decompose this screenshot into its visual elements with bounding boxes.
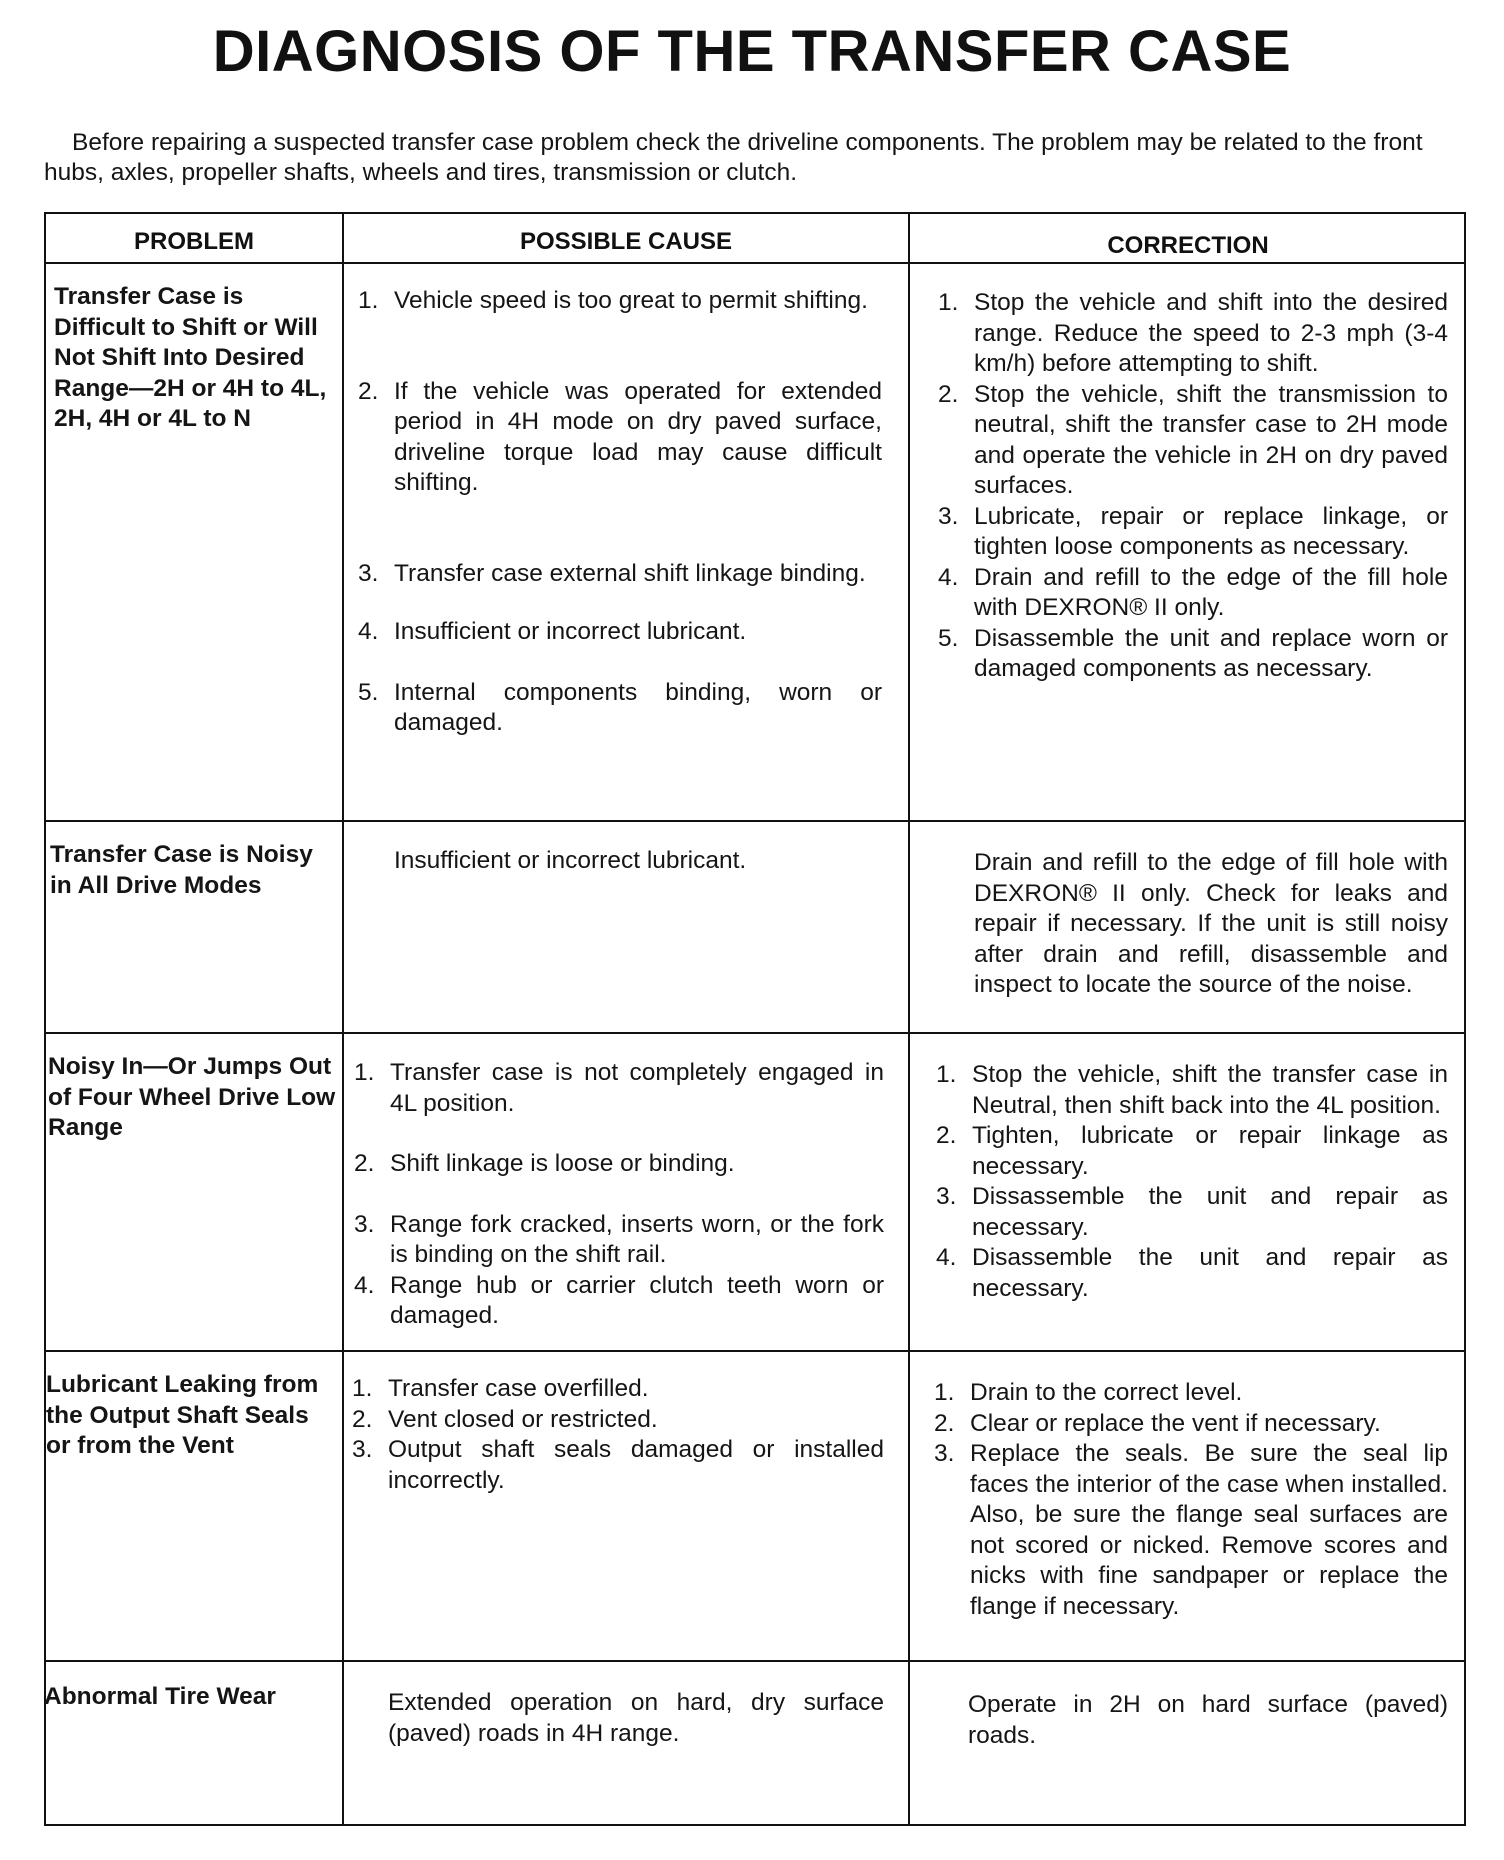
item-text: Vent closed or restricted. bbox=[388, 1405, 658, 1433]
list-item bbox=[934, 1378, 1448, 1409]
list-item bbox=[352, 1405, 884, 1436]
item-text: Drain to the correct level. bbox=[970, 1379, 1243, 1406]
item-number: 3. bbox=[352, 1436, 373, 1463]
cause-cell bbox=[354, 1058, 884, 1332]
item-number: 2. bbox=[358, 377, 379, 405]
list-item bbox=[354, 1149, 884, 1180]
header-divider bbox=[46, 262, 1464, 264]
item-number: 2. bbox=[352, 1405, 373, 1433]
list-item bbox=[938, 502, 1448, 563]
problem-cell: Lubricant Leaking from the Output Shaft Seals or from the Vent bbox=[46, 1371, 319, 1459]
item-text: Vehicle speed is too great to permit shifting. bbox=[394, 287, 868, 314]
item-number: 2. bbox=[938, 380, 959, 408]
item-number: 3. bbox=[934, 1440, 955, 1467]
item-text: Range fork cracked, inserts worn, or the fork is binding on the shift rail. bbox=[390, 1210, 884, 1268]
correction-cell bbox=[936, 1060, 1448, 1304]
page-title: DIAGNOSIS OF THE TRANSFER CASE bbox=[212, 19, 1292, 84]
item-text: Insufficient or incorrect lubricant. bbox=[394, 618, 747, 645]
list-item bbox=[936, 1182, 1448, 1243]
item-number: 1. bbox=[936, 1061, 957, 1088]
row-divider bbox=[46, 820, 1464, 822]
item-text: Stop the vehicle and shift into the desired range. Reduce the speed to 2-3 mph (3-4 km/h) before attempting to shift. bbox=[974, 289, 1448, 377]
correction-cell: Drain and refill to the edge of fill hole with DEXRON® II only. Check for leaks and repair if necessary. If the unit is still noisy after drain and refill, disassemble and inspect to locate the source of the noise. bbox=[974, 849, 1448, 998]
item-text: Internal components binding, worn or damaged. bbox=[394, 678, 882, 736]
problem-cell: Noisy In—Or Jumps Out of Four Wheel Drive Low Range bbox=[48, 1053, 336, 1141]
list-item bbox=[936, 1121, 1448, 1182]
row-divider bbox=[46, 1350, 1464, 1352]
list-item bbox=[352, 1435, 884, 1496]
item-text: Shift linkage is loose or binding. bbox=[390, 1150, 735, 1177]
correction-cell bbox=[938, 288, 1448, 685]
cause-cell: Insufficient or incorrect lubricant. bbox=[394, 847, 747, 874]
item-number: 2. bbox=[354, 1150, 375, 1177]
item-text: Transfer case external shift linkage binding. bbox=[394, 559, 866, 587]
list-item bbox=[354, 1271, 884, 1332]
problem-cell: Abnormal Tire Wear bbox=[44, 1683, 276, 1710]
item-number: 2. bbox=[934, 1409, 955, 1437]
list-item bbox=[936, 1243, 1448, 1304]
item-number: 5. bbox=[358, 678, 379, 706]
list-item bbox=[354, 1058, 884, 1119]
list-item bbox=[358, 559, 882, 590]
list-item bbox=[354, 1210, 884, 1271]
list-item bbox=[938, 563, 1448, 624]
column-divider bbox=[342, 214, 344, 1824]
header-problem: PROBLEM bbox=[134, 228, 254, 255]
cause-cell bbox=[352, 1374, 884, 1496]
correction-cell: Operate in 2H on hard surface (paved) roads. bbox=[968, 1691, 1448, 1749]
item-number: 4. bbox=[354, 1271, 375, 1299]
list-item bbox=[938, 288, 1448, 380]
list-item bbox=[358, 678, 882, 739]
item-text: Stop the vehicle, shift the transfer case in Neutral, then shift back into the 4L position. bbox=[972, 1061, 1448, 1119]
list-item bbox=[352, 1374, 884, 1405]
item-text: Stop the vehicle, shift the transmission to neutral, shift the transfer case to 2H mode and operate the vehicle in 2H on dry paved surfaces. bbox=[974, 380, 1448, 499]
item-text: Output shaft seals damaged or installed incorrectly. bbox=[388, 1436, 884, 1494]
item-text: Transfer case is not completely engaged in 4L position. bbox=[390, 1059, 884, 1117]
row-divider bbox=[46, 1660, 1464, 1662]
item-number: 4. bbox=[938, 563, 959, 591]
item-text: Range hub or carrier clutch teeth worn or damaged. bbox=[390, 1271, 884, 1329]
item-number: 1. bbox=[938, 289, 959, 316]
diagnosis-table bbox=[44, 212, 1466, 1826]
item-number: 1. bbox=[358, 287, 379, 314]
item-text: Replace the seals. Be sure the seal lip faces the interior of the case when installed. Also, be sure the flange seal surfaces are not scored or nicked. Remove scores and nicks with fine sandpaper or replace the flange if necessary. bbox=[970, 1440, 1448, 1620]
problem-cell: Transfer Case is Difficult to Shift or Will Not Shift Into Desired Range—2H or 4H to 4L, 2H, 4H or 4L to N bbox=[54, 283, 327, 432]
item-number: 2. bbox=[936, 1122, 957, 1149]
item-number: 1. bbox=[352, 1375, 373, 1402]
item-number: 3. bbox=[936, 1183, 957, 1210]
list-item bbox=[938, 380, 1448, 502]
item-text: Disassemble the unit and replace worn or damaged components as necessary. bbox=[974, 624, 1448, 682]
list-item bbox=[934, 1409, 1448, 1440]
list-item bbox=[358, 377, 882, 499]
item-text: Dissassemble the unit and repair as necessary. bbox=[972, 1183, 1448, 1241]
item-text: Transfer case overfilled. bbox=[388, 1375, 649, 1402]
item-text: Tighten, lubricate or repair linkage as necessary. bbox=[972, 1122, 1448, 1180]
problem-cell: Transfer Case is Noisy in All Drive Modes bbox=[50, 841, 313, 899]
cause-cell bbox=[358, 286, 882, 739]
item-number: 3. bbox=[358, 559, 379, 587]
item-number: 1. bbox=[354, 1059, 375, 1086]
intro-paragraph: Before repairing a suspected transfer case problem check the driveline components. The problem may be related to the front hubs, axles, propeller shafts, wheels and tires, transmission or clutch. bbox=[44, 129, 1423, 186]
list-item bbox=[358, 286, 882, 317]
item-number: 3. bbox=[354, 1210, 375, 1238]
item-number: 4. bbox=[936, 1244, 957, 1271]
item-number: 1. bbox=[934, 1379, 955, 1406]
list-item bbox=[358, 617, 882, 648]
correction-cell bbox=[934, 1378, 1448, 1622]
item-text: If the vehicle was operated for extended period in 4H mode on dry paved surface, driveline torque load may cause difficult shifting. bbox=[394, 377, 882, 496]
item-number: 4. bbox=[358, 618, 379, 645]
cause-cell: Extended operation on hard, dry surface (paved) roads in 4H range. bbox=[388, 1689, 884, 1747]
list-item bbox=[938, 624, 1448, 685]
item-number: 3. bbox=[938, 502, 959, 530]
list-item bbox=[936, 1060, 1448, 1121]
item-number: 5. bbox=[938, 624, 959, 652]
list-item bbox=[934, 1439, 1448, 1622]
item-text: Drain and refill to the edge of the fill hole with DEXRON® II only. bbox=[974, 563, 1448, 621]
item-text: Clear or replace the vent if necessary. bbox=[970, 1409, 1381, 1437]
header-possible-cause: POSSIBLE CAUSE bbox=[519, 228, 733, 255]
item-text: Disassemble the unit and repair as necessary. bbox=[972, 1244, 1448, 1302]
header-correction: CORRECTION bbox=[1107, 232, 1269, 259]
item-text: Lubricate, repair or replace linkage, or tighten loose components as necessary. bbox=[974, 502, 1448, 560]
column-divider bbox=[908, 214, 910, 1824]
row-divider bbox=[46, 1032, 1464, 1034]
